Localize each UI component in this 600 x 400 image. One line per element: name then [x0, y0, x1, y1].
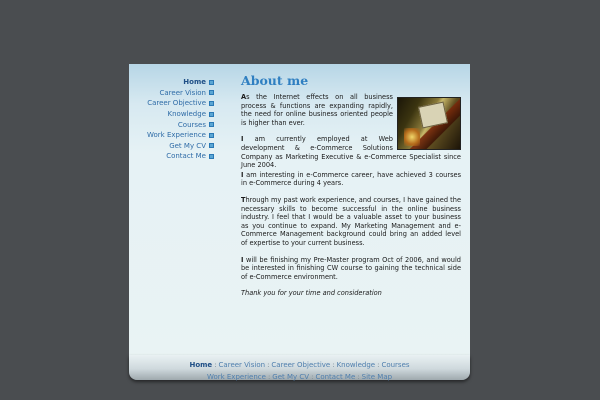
main-content: [241, 73, 461, 306]
footer-link-get-my-cv[interactable]: Get My CV: [272, 373, 310, 381]
footer-nav-row2: [129, 373, 470, 381]
sidebar-item-label: Work Experience: [147, 131, 206, 140]
footer-separator: :: [377, 361, 380, 369]
sidebar-item-label: Get My CV: [169, 141, 206, 150]
sidebar-item-label: Courses: [177, 120, 206, 129]
sidebar-item-home[interactable]: [147, 77, 214, 88]
footer-nav-row1: [129, 361, 470, 369]
footer-separator: :: [357, 373, 360, 381]
footer-link-contact-me[interactable]: Contact Me: [315, 373, 356, 381]
sidebar-item-career-vision[interactable]: [147, 88, 214, 99]
profile-photo: [397, 97, 461, 150]
footer-link-home[interactable]: Home: [189, 361, 213, 369]
sidebar-nav: [147, 77, 214, 162]
bullet-arrow-icon: [209, 101, 214, 106]
footer-separator: :: [214, 361, 217, 369]
sidebar-item-label: Home: [183, 78, 206, 87]
photo-light: [404, 128, 420, 146]
sidebar-item-work-experience[interactable]: [147, 130, 214, 141]
experience-paragraph: Through my past work experience, and courses, I have gained the necessary skills to become successful in the online business industry. I feel that I would be a valuable asset to your business as you continue to expand. My Marketing Management and e-Commerce Management background could bring an added level of expertise to your current business.: [241, 195, 461, 247]
sidebar-item-courses[interactable]: [147, 119, 214, 130]
footer-link-knowledge[interactable]: Knowledge: [336, 361, 376, 369]
footer-link-courses[interactable]: Courses: [381, 361, 410, 369]
bullet-arrow-icon: [209, 80, 214, 85]
bullet-arrow-icon: [209, 122, 214, 127]
sidebar-item-contact-me[interactable]: [147, 151, 214, 162]
study-paragraph: I will be finishing my Pre-Master program Oct of 2006, and would be interested in finishing CW course to gaining the technical side of e-Commerce environment.: [241, 255, 461, 281]
sidebar-item-label: Career Vision: [159, 88, 206, 97]
bullet-arrow-icon: [209, 143, 214, 148]
bullet-arrow-icon: [209, 154, 214, 159]
intro-paragraph: As the Internet effects on all business process & functions are expanding rapidly, the need for online business oriented people is higher than ever.: [241, 93, 393, 127]
bullet-arrow-icon: [209, 112, 214, 117]
sidebar-item-career-objective[interactable]: [147, 98, 214, 109]
sidebar-item-get-my-cv[interactable]: [147, 141, 214, 152]
footer-link-career-vision[interactable]: Career Vision: [218, 361, 266, 369]
footer-link-work-experience[interactable]: Work Experience: [206, 373, 266, 381]
footer-separator: :: [267, 373, 271, 381]
thanks-paragraph: Thank you for your time and consideration: [241, 289, 382, 298]
page-title: About me: [241, 73, 309, 88]
footer-link-career-objective[interactable]: Career Objective: [271, 361, 331, 369]
interest-paragraph: I am interesting in e-Commerce career, have achieved 3 courses in e-Commerce during 4 years.: [241, 170, 461, 188]
photo-sign: [418, 102, 448, 129]
sidebar-item-label: Contact Me: [166, 152, 206, 161]
sidebar-item-label: Career Objective: [147, 99, 206, 108]
footer-link-site-map[interactable]: Site Map: [361, 373, 393, 381]
footer-separator: :: [267, 361, 270, 369]
bullet-arrow-icon: [209, 90, 214, 95]
bullet-arrow-icon: [209, 133, 214, 138]
footer-separator: :: [311, 373, 314, 381]
employment-paragraph: I am currently employed at Web development & e-Commerce Solutions Company as Marketing Executive & e-Commerce Specialist since June 2004.: [241, 135, 461, 170]
sidebar-item-knowledge[interactable]: [147, 109, 214, 120]
sidebar-item-label: Knowledge: [167, 110, 206, 119]
footer-separator: :: [332, 361, 335, 369]
